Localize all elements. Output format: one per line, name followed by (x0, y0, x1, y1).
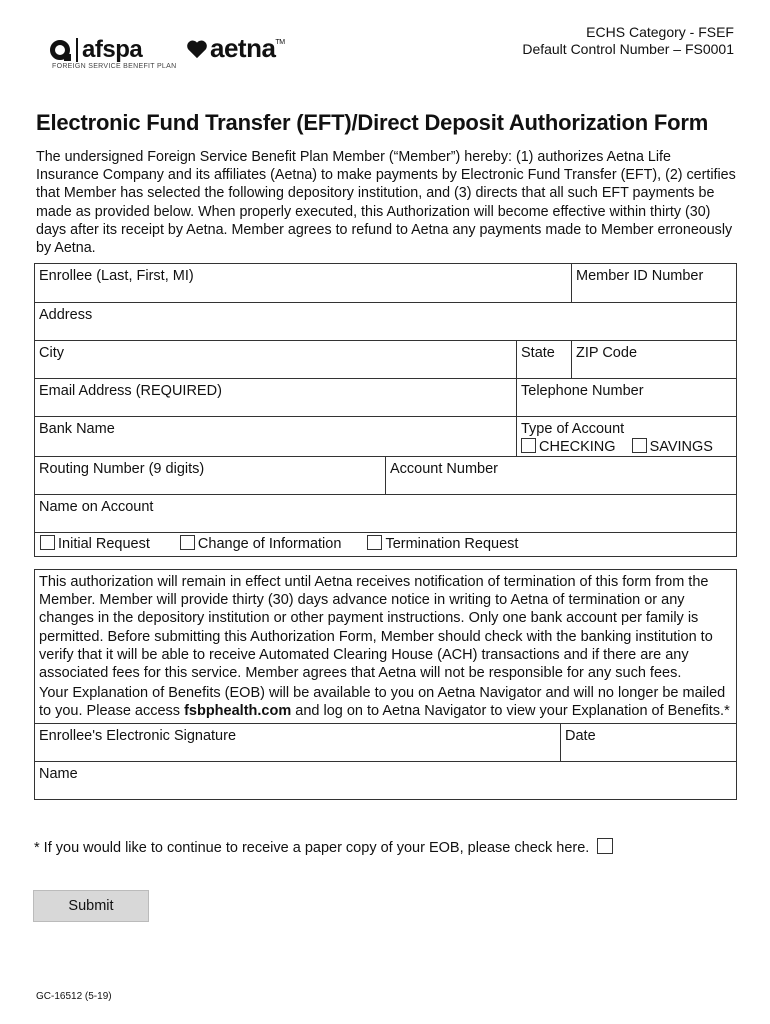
email-label: Email Address (REQUIRED) (39, 383, 222, 399)
enrollee-label: Enrollee (Last, First, MI) (39, 268, 194, 284)
initial-request-label: Initial Request (58, 536, 150, 552)
state-field[interactable] (517, 341, 572, 379)
terms-cell (35, 570, 737, 724)
date-field[interactable] (561, 723, 737, 761)
account-number-label: Account Number (390, 461, 498, 477)
form-number: GC-16512 (5-19) (36, 991, 112, 1002)
savings-label: SAVINGS (649, 439, 713, 455)
control-number: Default Control Number – FS0001 (522, 41, 734, 57)
terms-paragraph-2: Your Explanation of Benefits (EOB) will be available to you on Aetna Navigator and will no longer be mailed to you. Please access fsbphealth.com and log on to Aetna Navigator to view your Explanation of Benefits.* (39, 685, 730, 720)
heart-icon (186, 39, 208, 59)
fsbphealth-link[interactable]: fsbphealth.com (184, 703, 292, 720)
state-label: State (521, 345, 555, 361)
checking-checkbox[interactable] (521, 438, 536, 453)
afspa-logo-mark-icon (50, 40, 70, 60)
afspa-logo-text: afspa (82, 36, 143, 63)
header-info (522, 24, 734, 58)
aetna-logo (186, 33, 285, 64)
form-title: Electronic Fund Transfer (EFT)/Direct Deposit Authorization Form (36, 110, 709, 135)
name-label: Name (39, 765, 78, 782)
termination-label: Termination Request (385, 536, 519, 552)
paper-eob-note (34, 838, 616, 856)
terms-paragraph-1: This authorization will remain in effect until Aetna receives notification of termination of this form from the Member. Member will provide thirty (30) days advance notice in writing to Aetna of termination or any changes in the depository institution or other payment instructions. Only one bank account per family is permitted. Before submitting this Authorization Form, Member should check with the banking institution to verify that it will be able to receive Automated Clearing House (ACH) transactions and if there are any associated fees for this service. Member agrees that Aetna will not be responsible for any such fees. (39, 574, 713, 682)
account-number-field[interactable] (386, 457, 737, 495)
checking-label: CHECKING (539, 439, 616, 455)
routing-number-label: Routing Number (9 digits) (39, 461, 205, 477)
termination-checkbox[interactable] (367, 535, 382, 550)
telephone-label: Telephone Number (521, 383, 644, 399)
request-type-row (35, 533, 737, 557)
afspa-logo (50, 36, 142, 64)
savings-checkbox[interactable] (632, 438, 647, 453)
change-info-label: Change of Information (197, 536, 342, 552)
signature-label: Enrollee's Electronic Signature (39, 727, 237, 744)
name-on-account-field[interactable] (35, 495, 737, 533)
name-field[interactable] (35, 761, 737, 799)
email-field[interactable] (35, 379, 517, 417)
change-info-checkbox[interactable] (180, 535, 195, 550)
routing-number-field[interactable] (35, 457, 386, 495)
city-field[interactable] (35, 341, 517, 379)
authorization-table (34, 569, 737, 800)
account-type-cell (517, 417, 737, 457)
bank-name-field[interactable] (35, 417, 517, 457)
address-label: Address (39, 307, 93, 323)
account-type-label: Type of Account (521, 421, 625, 437)
member-id-field[interactable] (572, 264, 737, 303)
initial-request-checkbox[interactable] (40, 535, 55, 550)
submit-button[interactable]: Submit (33, 890, 149, 922)
address-field[interactable] (35, 303, 737, 341)
member-id-label: Member ID Number (576, 268, 704, 284)
bank-name-label: Bank Name (39, 421, 115, 437)
signature-field[interactable] (35, 723, 561, 761)
afspa-logo-divider (76, 38, 78, 62)
aetna-logo-text: aetna (210, 33, 276, 63)
telephone-field[interactable] (517, 379, 737, 417)
paper-eob-checkbox[interactable] (597, 838, 613, 854)
aetna-trademark: TM (275, 39, 285, 46)
intro-paragraph: The undersigned Foreign Service Benefit Plan Member (“Member”) hereby: (1) authorizes Aetna Life Insurance Company and its affiliates (Aetna) to make payments by Electronic Fund Transfer (EFT), (2) certifies that Member has selected the following depository institution, and (3) directs that all such EFT payments be made as provided below. When properly executed, this Authorization will become effective within thirty (30) days after its receipt by Aetna. Member agrees to refund to Aetna any payments made to Member erroneously by Aetna. (36, 149, 736, 257)
zip-label: ZIP Code (576, 345, 638, 361)
zip-field[interactable] (572, 341, 737, 379)
paper-eob-text: * If you would like to continue to receive a paper copy of your EOB, please check here. (34, 840, 590, 856)
date-label: Date (565, 727, 596, 744)
enrollee-info-table (34, 263, 737, 557)
name-on-account-label: Name on Account (39, 499, 154, 515)
city-label: City (39, 345, 64, 361)
enrollee-field[interactable] (35, 264, 572, 303)
echs-category: ECHS Category - FSEF (586, 24, 734, 40)
afspa-subtitle: FOREIGN SERVICE BENEFIT PLAN (52, 63, 177, 70)
